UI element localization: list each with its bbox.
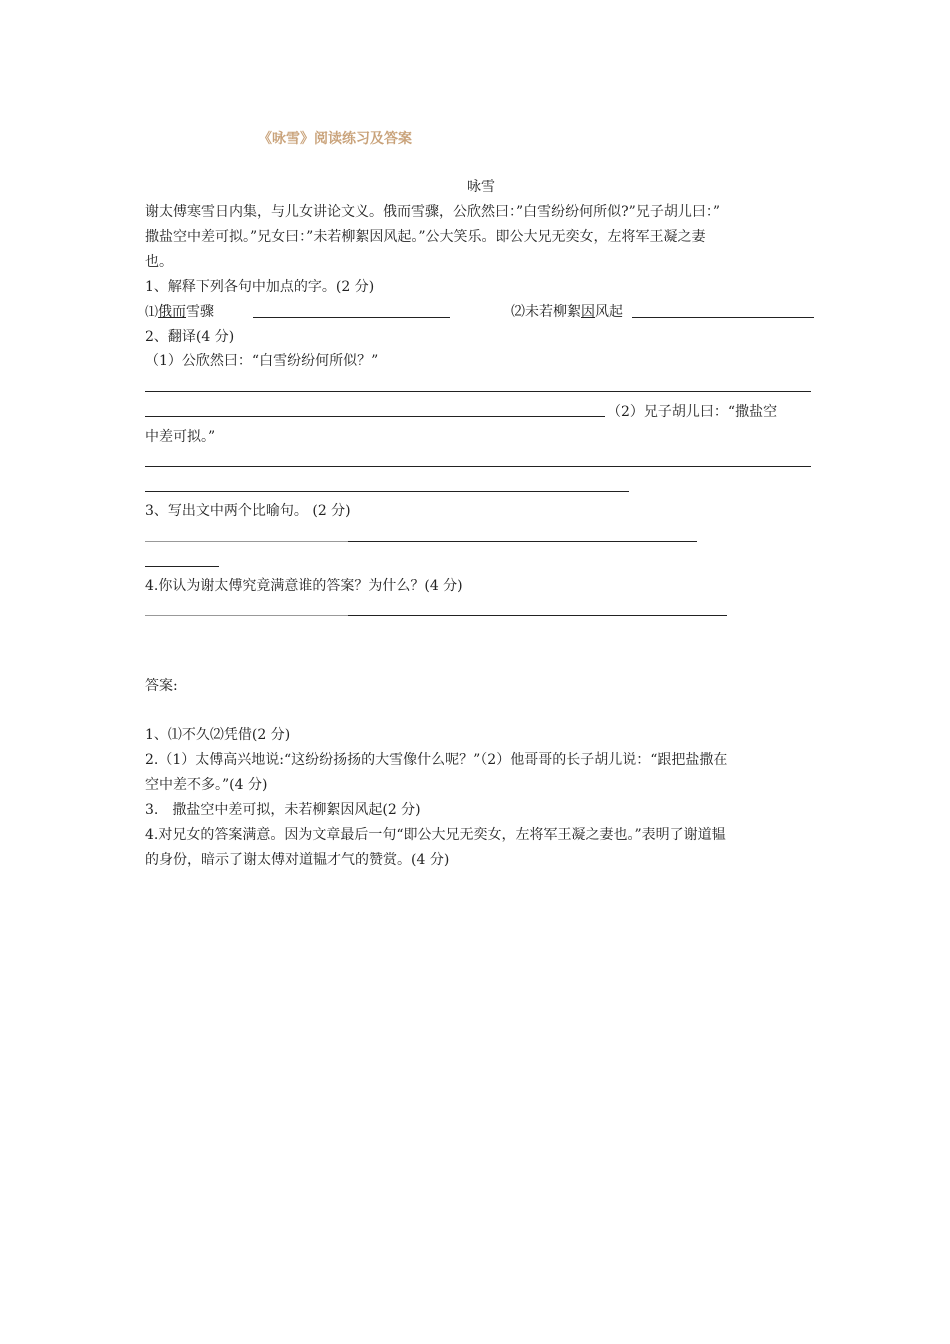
item-2-suffix: 风起 (595, 304, 623, 320)
question-2-sub-2: （2）兄子胡儿曰：“撒盐空 (607, 404, 778, 420)
item-1-prefix: ⑴ (145, 305, 159, 320)
answer-1: 1、⑴不久⑵凭借(2 分) (145, 727, 291, 743)
answer-blank-1[interactable] (253, 317, 450, 318)
poem-title: 咏雪 (467, 179, 495, 195)
answer-blank-2[interactable] (632, 317, 814, 318)
question-2: 2、翻译(4 分) (145, 329, 235, 345)
item-1-marked-word: 俄而 (158, 304, 187, 320)
question-1: 1、解释下列各句中加点的字。(2 分) (145, 279, 375, 295)
question-1-item-1 (145, 303, 214, 322)
answer-2-line-1: 2.（1）太傅高兴地说:“这纷纷扬扬的大雪像什么呢？”（2）他哥哥的长子胡儿说：“跟把盐撒在 (145, 752, 728, 768)
document-title: 《咏雪》阅读练习及答案 (258, 131, 412, 147)
answer-line-3a-faint[interactable] (145, 541, 348, 542)
passage-line-1: 谢太傅寒雪日内集，与儿女讲论文义。俄而雪骤，公欣然曰：”白雪纷纷何所似?”兄子胡儿曰：” (145, 204, 720, 220)
item-2-prefix: ⑵未若柳絮 (511, 304, 581, 320)
item-1-suffix: 雪骤 (186, 304, 215, 320)
answer-line-3b[interactable] (145, 566, 219, 567)
item-2-marked-word: 因 (581, 304, 595, 320)
answer-line-4[interactable] (348, 615, 727, 616)
answer-line-2-1a[interactable] (145, 391, 811, 392)
question-2-sub-1: （1）公欣然曰：“白雪纷纷何所似？” (145, 353, 379, 369)
answer-line-4-faint[interactable] (145, 615, 348, 616)
answer-4-line-1: 4.对兄女的答案满意。因为文章最后一句“即公大兄无奕女，左将军王凝之妻也。”表明了谢道韫 (145, 827, 726, 843)
answer-3: 3. 撒盐空中差可拟，未若柳絮因风起(2 分) (145, 802, 421, 818)
question-1-item-2 (511, 303, 623, 321)
answer-2-line-2: 空中差不多。”(4 分) (145, 777, 268, 793)
answer-4-line-2: 的身份，暗示了谢太傅对道韫才气的赞赏。(4 分) (145, 852, 450, 868)
answer-line-2-1b[interactable] (145, 416, 605, 417)
passage-line-3: 也。 (145, 254, 173, 270)
question-3: 3、写出文中两个比喻句。 (2 分) (145, 503, 351, 519)
answer-line-3a[interactable] (348, 541, 697, 542)
passage-line-2: 撒盐空中差可拟。”兄女曰：”未若柳絮因风起。”公大笑乐。即公大兄无奕女，左将军王凝之妻 (145, 229, 706, 245)
question-4: 4.你认为谢太傅究竟满意谁的答案？为什么？(4 分) (145, 578, 463, 594)
answer-line-2-2b[interactable] (145, 491, 629, 492)
answer-line-2-2a[interactable] (145, 466, 811, 467)
answers-heading: 答案: (145, 678, 178, 694)
question-2-sub-2-cont: 中差可拟。” (145, 429, 216, 445)
